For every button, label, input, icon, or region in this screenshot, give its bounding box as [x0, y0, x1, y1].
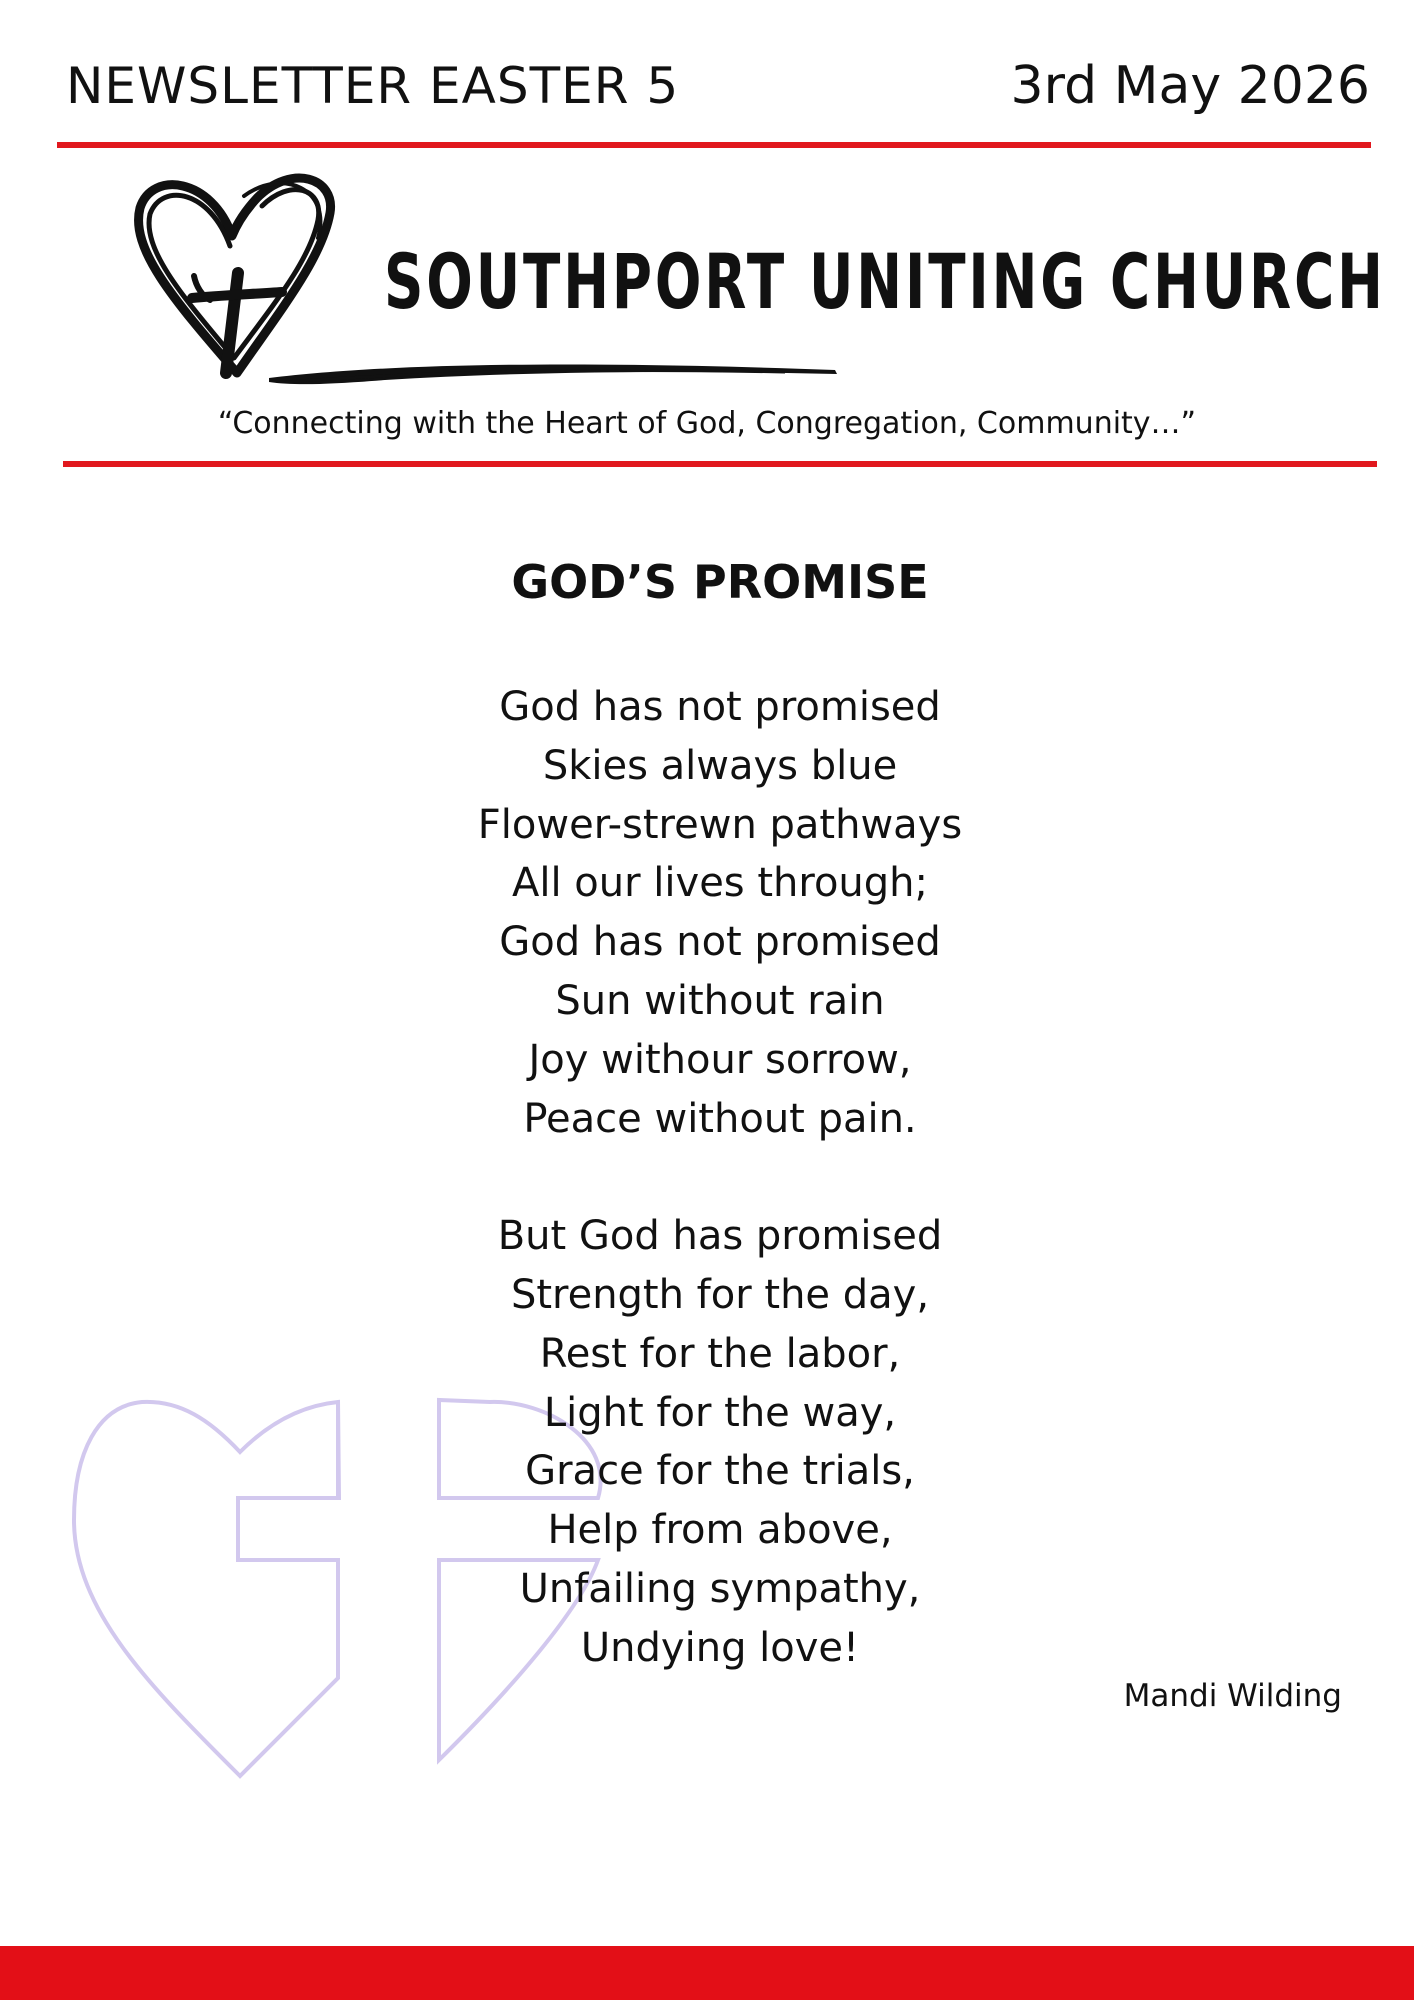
- poem-line: Skies always blue: [542, 742, 898, 789]
- poem-stanza-2: [0, 1207, 1414, 1677]
- church-name: SOUTHPORT UNITING CHURCH: [384, 237, 1386, 326]
- header-bottom-divider: [63, 461, 1377, 467]
- newsletter-date: 3rd May 2026: [1010, 56, 1370, 116]
- poem-line: But God has promised: [497, 1213, 943, 1260]
- poem-line: Grace for the trials,: [525, 1448, 915, 1495]
- poem-line: Light for the way,: [543, 1389, 897, 1436]
- poem-line: Sun without rain: [555, 977, 885, 1024]
- poem-line: God has not promised: [499, 684, 941, 730]
- poem-line: Strength for the day,: [510, 1271, 930, 1318]
- poem-line: Rest for the labor,: [539, 1330, 901, 1377]
- tagline: “Connecting with the Heart of God, Congregation, Community…”: [217, 406, 1197, 441]
- brush-underline-icon: [265, 358, 845, 386]
- poem-line: God has not promised: [499, 919, 941, 966]
- poem-line: Peace without pain.: [523, 1095, 917, 1142]
- poem-line: Flower-strewn pathways: [477, 801, 963, 848]
- poem-line: Unfailing sympathy,: [519, 1565, 921, 1612]
- poem-stanza-1: [0, 678, 1414, 1148]
- poem-line: Joy withour sorrow,: [528, 1036, 912, 1083]
- poem-line: Help from above,: [547, 1507, 893, 1554]
- poem-author: Mandi Wilding: [1123, 1678, 1342, 1714]
- poem-line: All our lives through;: [512, 860, 928, 907]
- top-divider: [57, 142, 1371, 148]
- newsletter-title: NEWSLETTER EASTER 5: [66, 57, 680, 115]
- poem-line: Undying love!: [580, 1624, 860, 1671]
- footer-bar: [0, 1946, 1414, 2000]
- poem-body: [0, 678, 1414, 1736]
- poem-title: GOD’S PROMISE: [511, 555, 929, 609]
- heart-with-cross-icon: [132, 168, 342, 388]
